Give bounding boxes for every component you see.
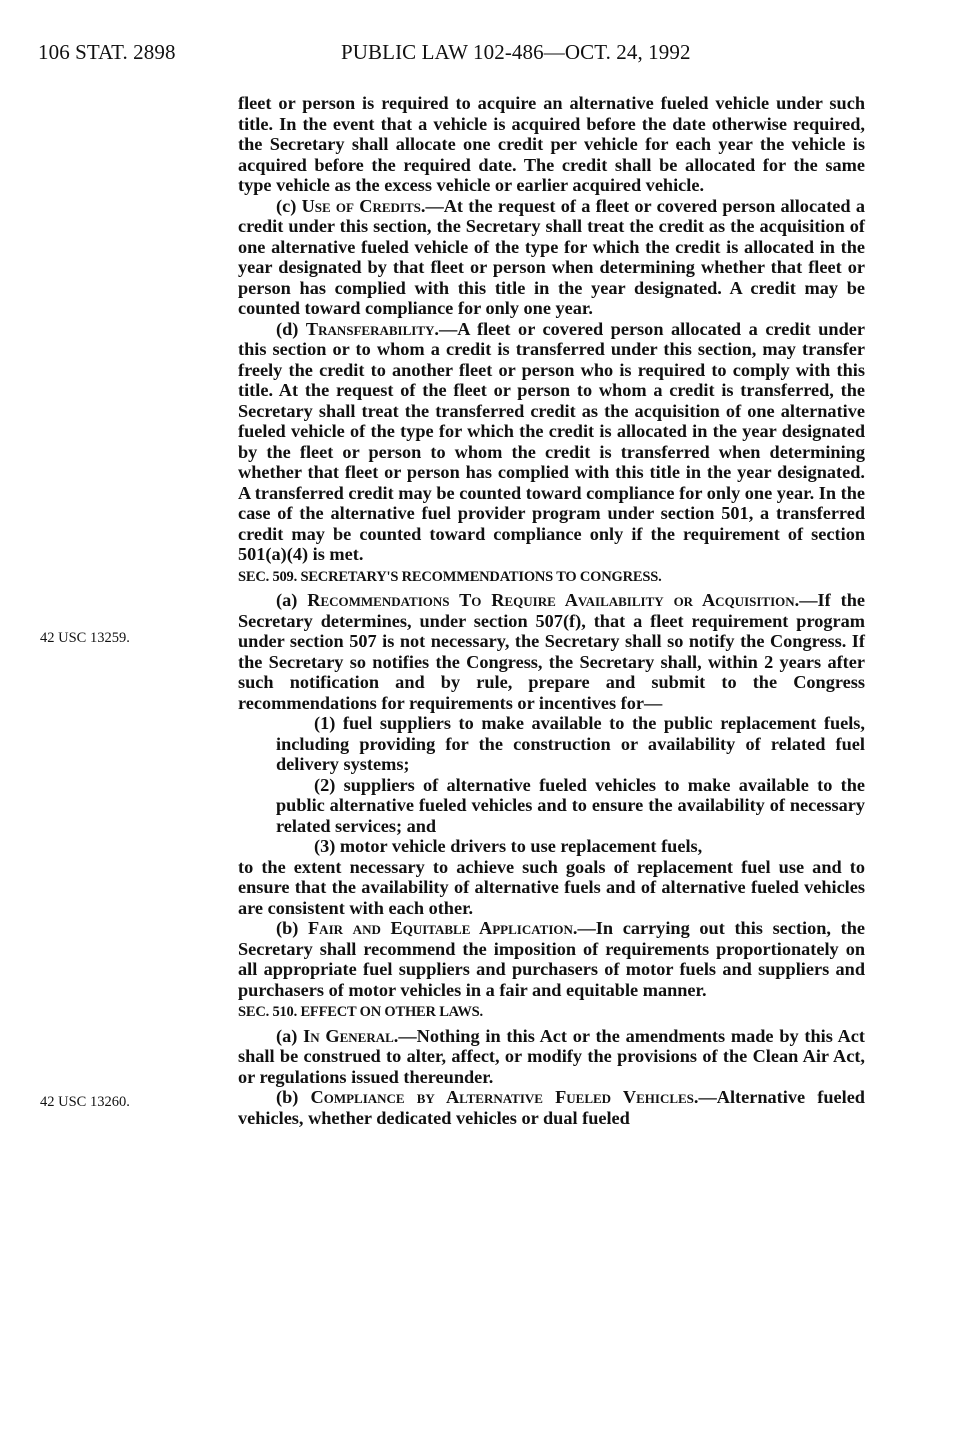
- list-item-1: (1) fuel suppliers to make available to the public replacement fuels, including providing for the construction or availability of related fuel delivery systems;: [276, 713, 865, 774]
- subsection-510-a: [238, 1026, 865, 1088]
- subsection-heading: Recommendations To Require Availability or Acquisition.: [307, 590, 800, 610]
- subsection-label: (c): [276, 195, 302, 216]
- section-509-heading: SEC. 509. SECRETARY'S RECOMMENDATIONS TO CONGRESS.: [238, 568, 662, 585]
- page-number: 106 STAT. 2898: [38, 40, 176, 64]
- subsection-heading: Fair and Equitable Application.: [308, 918, 578, 938]
- document-body: [238, 93, 865, 1128]
- section-510-heading: SEC. 510. EFFECT ON OTHER LAWS.: [238, 1004, 483, 1020]
- subsection-text: —In carrying out this section, the Secretary shall recommend the imposition of requirements proportionately on all appropriate fuel suppliers and purchasers of motor fuels and suppliers and purchasers of motor vehicles in a fair and equitable manner.: [238, 918, 865, 1000]
- margin-note-usc-13259: 42 USC 13259.: [40, 630, 130, 646]
- subsection-heading: Transferability.: [305, 318, 439, 339]
- paragraph-continuation: fleet or person is required to acquire an alternative fueled vehicle under such title. In the event that a vehicle is acquired before the date otherwise required, the Secretary shall allocate one credit per vehicle for each year the vehicle is acquired before the required date. The credit shall be allocated for the same type vehicle as the excess vehicle or earlier acquired vehicle.: [238, 93, 865, 195]
- running-header: PUBLIC LAW 102-486—OCT. 24, 1992: [341, 40, 691, 64]
- list-item-3: (3) motor vehicle drivers to use replacement fuels,: [314, 836, 703, 856]
- margin-note-usc-13260: 42 USC 13260.: [40, 1094, 130, 1110]
- subsection-509-a: [238, 590, 865, 713]
- subsection-heading: Compliance by Alternative Fueled Vehicles.: [310, 1087, 699, 1107]
- subsection-text: —If the Secretary determines, under section 507(f), that a fleet requirement program under section 507 is not necessary, the Secretary shall so notify the Congress. If the Secretary so notifies the Congress, the Secretary shall, within 2 years after such notification and by rule, prepare and submit to the Congress recommendations for requirements or incentives for—: [238, 590, 865, 713]
- subsection-heading: In General.: [303, 1025, 399, 1046]
- list-item-2: (2) suppliers of alternative fueled vehicles to make available to the public alternative fueled vehicles and to ensure the availability of necessary related services; and: [276, 774, 865, 836]
- subsection-text: —Alternative fueled vehicles, whether dedicated vehicles or dual fueled: [238, 1087, 865, 1128]
- subsection-text: —Nothing in this Act or the amendments made by this Act shall be construed to alter, affect, or modify the provisions of the Clean Air Act, or regulations issued thereunder.: [238, 1025, 866, 1087]
- subsection-label: (d): [276, 318, 306, 339]
- subsection-label: (b): [276, 918, 309, 938]
- subsection-label: (a): [276, 590, 308, 610]
- subsection-text: —A fleet or covered person allocated a credit under this section or to whom a credit is transferred under this section, may transfer freely the credit to another fleet or person who is required to comply with this title. At the request of the fleet or person to whom a credit is transferred, the Secretary shall treat the transferred credit as the acquisition of one alternative fueled vehicle of the type for which the credit is allocated in the year designated by the fleet or person to whom the credit is transferred when determining whether that fleet or person has complied with this title in the year designated. A transferred credit may be counted toward compliance for only one year. In the case of the alternative fuel provider program under section 501, a transferred credit may be counted toward compliance only if the requirement of section 501(a)(4) is met.: [238, 318, 865, 564]
- paragraph-tail: to the extent necessary to achieve such goals of replacement fuel use and to ensure that the availability of alternative fuels and of alternative fueled vehicles are consistent with each other.: [238, 856, 865, 918]
- subsection-c-use-of-credits: [238, 196, 865, 319]
- subsection-509-b: [238, 918, 865, 1000]
- subsection-label: (a): [276, 1025, 304, 1046]
- subsection-text: —At the request of a fleet or covered person allocated a credit under this section, the Secretary shall treat the credit as the acquisition of one alternative fueled vehicle of the type for which the credit is allocated in the year designated by that fleet or person when determining whether that fleet or person has complied with this title in the year designated. A credit may be counted toward compliance for only one year.: [238, 195, 865, 318]
- subsection-label: (b): [276, 1087, 311, 1107]
- subsection-heading: Use of Credits.: [301, 195, 426, 216]
- subsection-d-transferability: [238, 319, 865, 565]
- subsection-510-b: [238, 1087, 865, 1128]
